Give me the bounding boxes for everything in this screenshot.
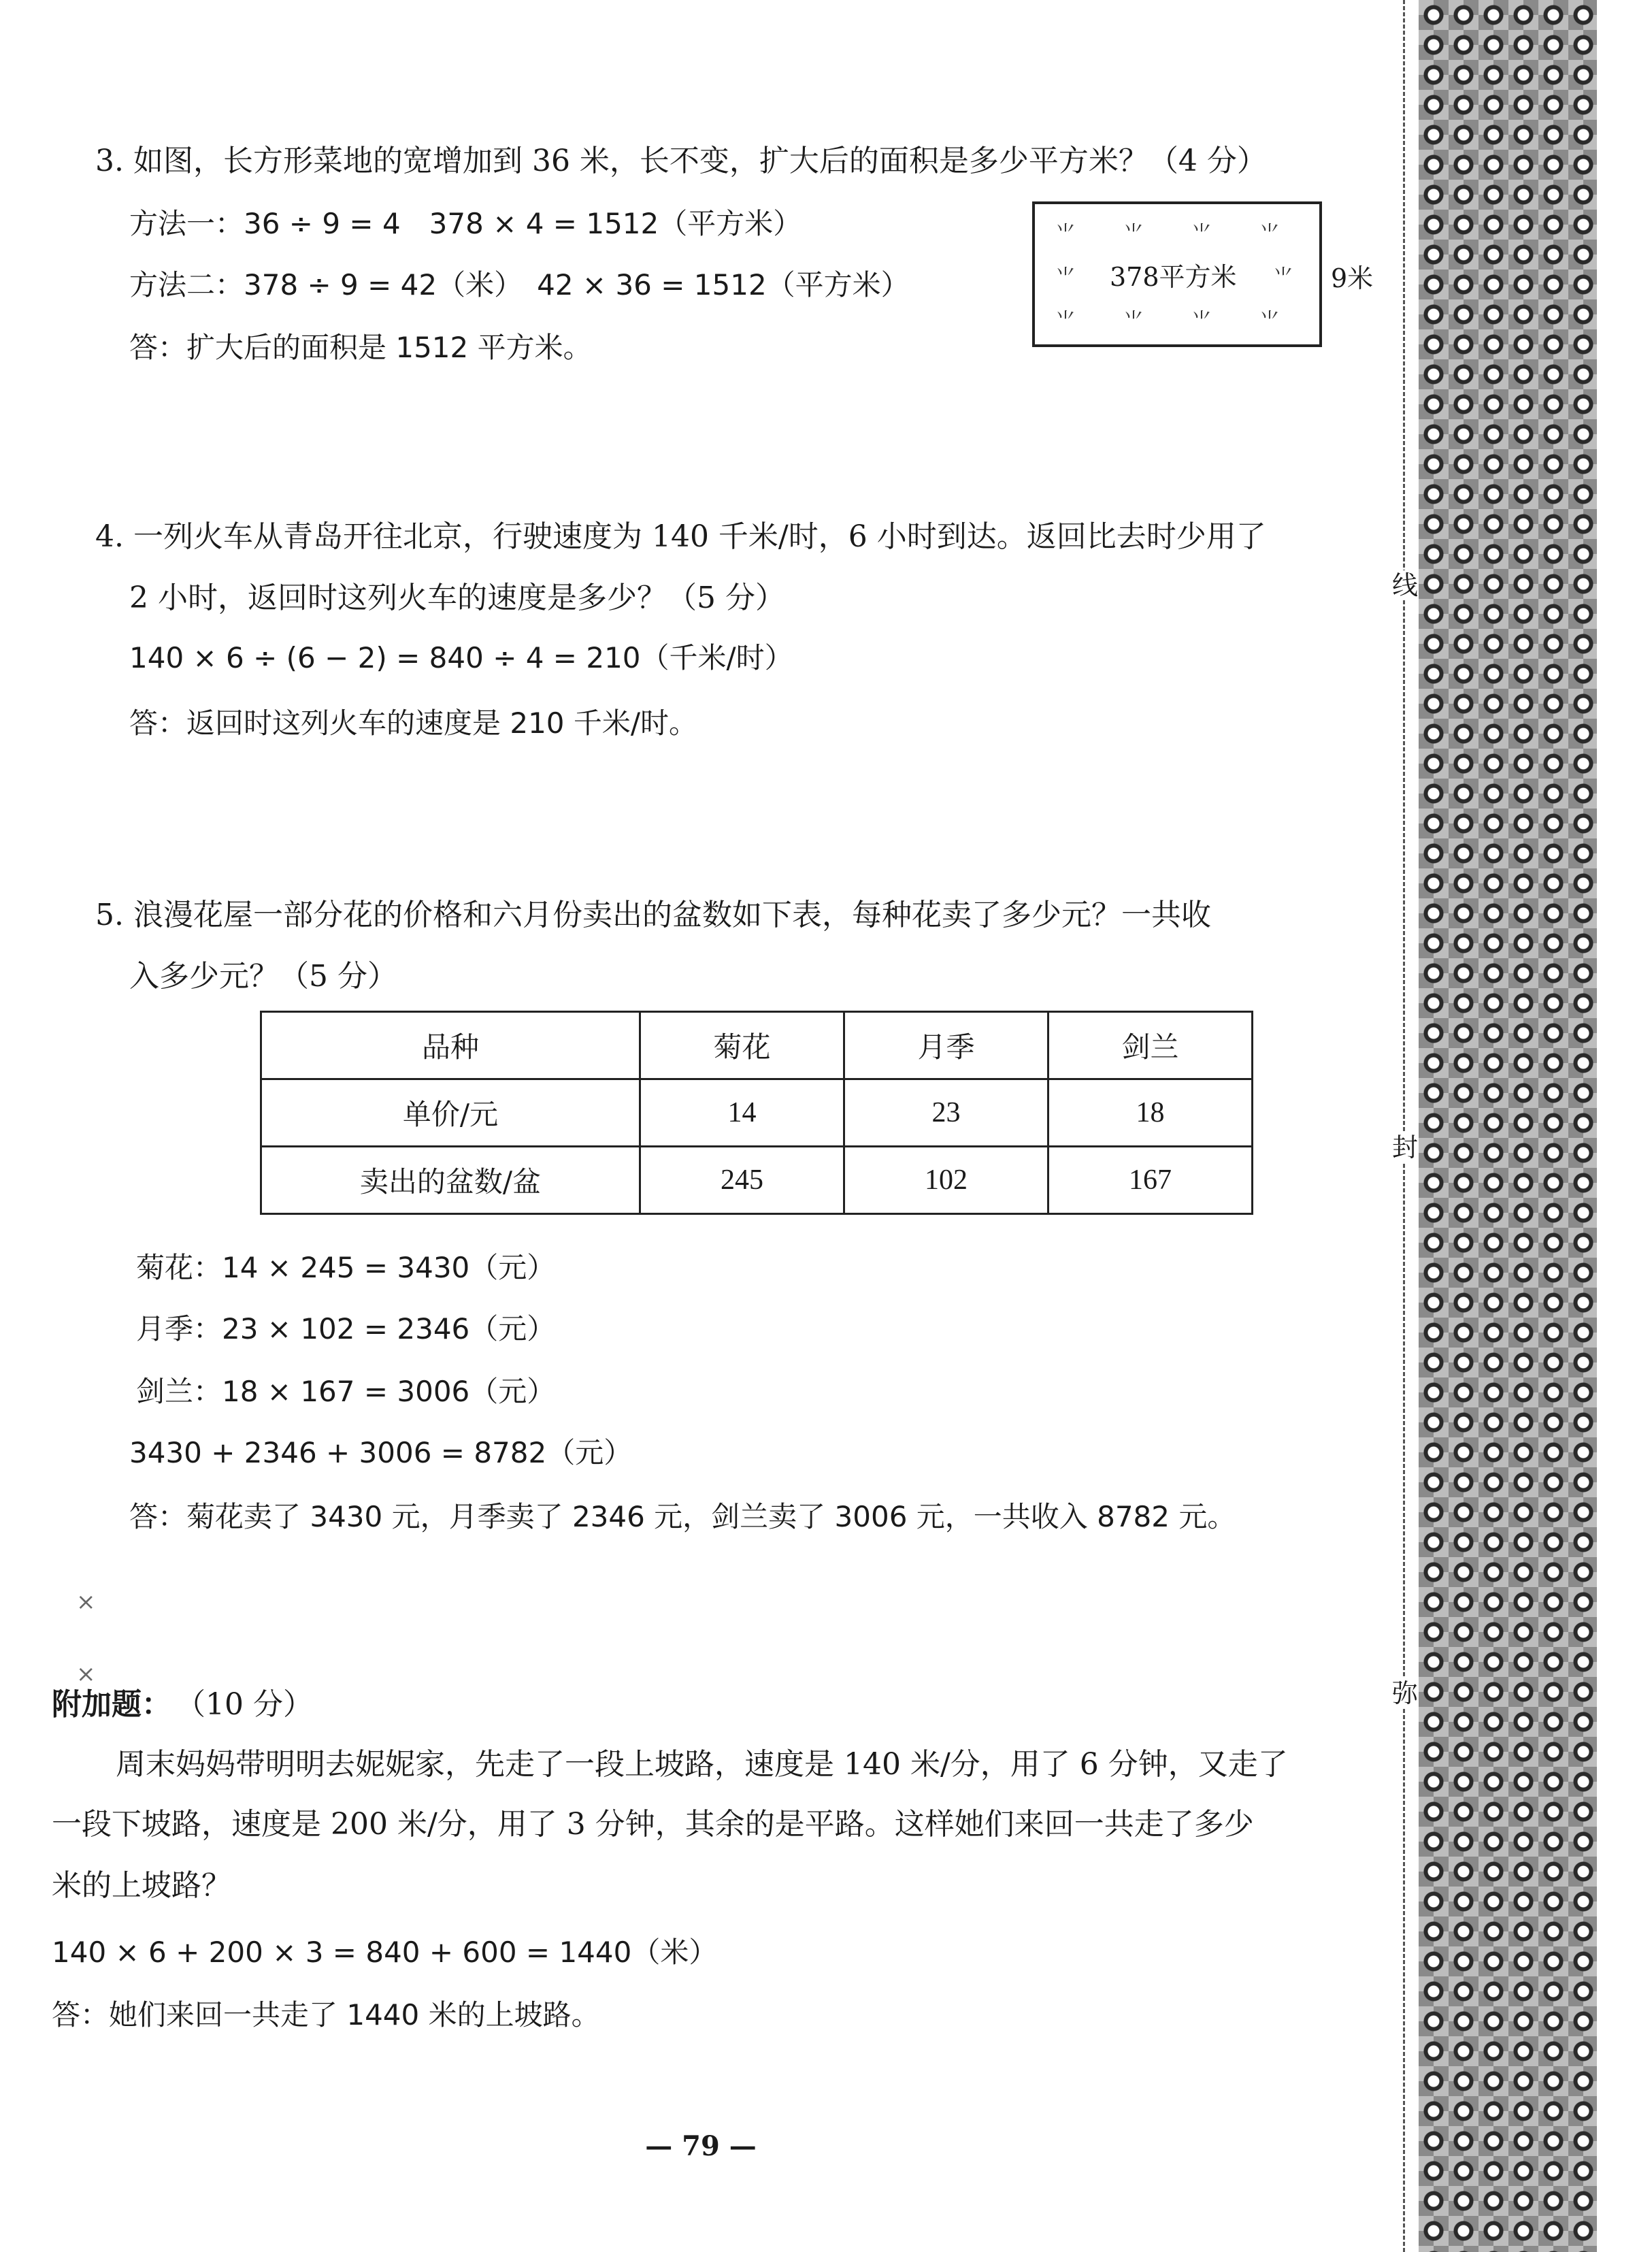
- table-header-row: [261, 1012, 1253, 1079]
- field-area-label: 378平方米: [1110, 262, 1237, 292]
- q5-work-line: 3430 + 2346 + 3006 = 8782（元）: [129, 1436, 633, 1469]
- grass-icon: ⺌: [1191, 309, 1212, 333]
- table-header-cell: 月季: [844, 1012, 1048, 1079]
- table-row: [261, 1079, 1253, 1147]
- table-cell: 23: [844, 1079, 1048, 1147]
- table-row: [261, 1147, 1253, 1214]
- q5-work-line: 菊花：14 × 245 = 3430（元）: [136, 1251, 556, 1284]
- grass-icon: ⺌: [1055, 309, 1076, 333]
- binding-label-line: 线: [1392, 570, 1419, 600]
- q4-question-line-1: 4. 一列火车从青岛开往北京，行驶速度为 140 千米/时，6 小时到达。返回比去时少用了: [95, 519, 1266, 554]
- binding-label-seal-2: 弥: [1392, 1678, 1419, 1708]
- grass-icon: ⺌: [1259, 309, 1280, 333]
- bonus-question-line-1: 周末妈妈带明明去妮妮家，先走了一段上坡路，速度是 140 米/分，用了 6 分钟，又走了: [116, 1747, 1288, 1782]
- table-cell: 14: [640, 1079, 844, 1147]
- bonus-answer: 答：她们来回一共走了 1440 米的上坡路。: [52, 1998, 600, 2031]
- grass-icon: ⺌: [1123, 309, 1144, 333]
- flower-sales-table: [260, 1011, 1253, 1215]
- decorative-pattern-strip: [1419, 0, 1597, 2252]
- grass-icon: ⺌: [1055, 265, 1076, 289]
- stray-mark: ×: [76, 1661, 96, 1688]
- grass-icon: ⺌: [1273, 265, 1293, 289]
- grass-icon: ⺌: [1055, 222, 1076, 246]
- bonus-points: （10 分）: [176, 1687, 313, 1722]
- q4-question-line-2: 2 小时，返回时这列火车的速度是多少？（5 分）: [129, 581, 785, 615]
- q4-work: 140 × 6 ÷ (6 − 2) = 840 ÷ 4 = 210（千米/时）: [129, 641, 793, 674]
- q3-method-1: 方法一：36 ÷ 9 = 4 378 × 4 = 1512（平方米）: [129, 207, 802, 240]
- q3-answer: 答：扩大后的面积是 1512 平方米。: [129, 331, 592, 364]
- q5-work-line: 剑兰：18 × 167 = 3006（元）: [136, 1375, 556, 1408]
- stray-mark: ×: [76, 1588, 96, 1616]
- grass-icon: ⺌: [1259, 222, 1280, 246]
- page-number: — 79 —: [645, 2130, 757, 2162]
- table-cell: 245: [640, 1147, 844, 1214]
- q5-answer: 答：菊花卖了 3430 元，月季卖了 2346 元，剑兰卖了 3006 元，一共收入 8782 元。: [129, 1500, 1236, 1533]
- grass-icon: ⺌: [1123, 222, 1144, 246]
- table-header-cell: 品种: [261, 1012, 640, 1079]
- binding-dashed-line: [1403, 0, 1405, 2252]
- q5-work-line: 月季：23 × 102 = 2346（元）: [136, 1312, 556, 1345]
- table-cell: 卖出的盆数/盆: [261, 1147, 640, 1214]
- bonus-work: 140 × 6 + 200 × 3 = 840 + 600 = 1440（米）: [52, 1936, 718, 1969]
- q5-question-line-1: 5. 浪漫花屋一部分花的价格和六月份卖出的盆数如下表，每种花卖了多少元？一共收: [95, 898, 1211, 932]
- table-cell: 167: [1048, 1147, 1253, 1214]
- table-header-cell: 菊花: [640, 1012, 844, 1079]
- q5-question-line-2: 入多少元？（5 分）: [129, 959, 397, 994]
- q4-answer: 答：返回时这列火车的速度是 210 千米/时。: [129, 706, 698, 740]
- table-cell: 单价/元: [261, 1079, 640, 1147]
- bonus-question-line-3: 米的上坡路？: [52, 1868, 231, 1903]
- q3-question: 3. 如图，长方形菜地的宽增加到 36 米，长不变，扩大后的面积是多少平方米？（4 分）: [95, 144, 1267, 178]
- table-header-cell: 剑兰: [1048, 1012, 1253, 1079]
- binding-label-seal: 封: [1392, 1132, 1419, 1162]
- table-cell: 102: [844, 1147, 1048, 1214]
- q3-method-2: 方法二：378 ÷ 9 = 42（米） 42 × 36 = 1512（平方米）: [129, 268, 910, 301]
- field-width-label: 9米: [1331, 263, 1374, 293]
- vegetable-field-figure: [1032, 201, 1322, 347]
- bonus-title: 附加题：: [52, 1687, 171, 1722]
- bonus-question-line-2: 一段下坡路，速度是 200 米/分，用了 3 分钟，其余的是平路。这样她们来回一共走了多少: [52, 1807, 1254, 1842]
- grass-icon: ⺌: [1191, 222, 1212, 246]
- table-cell: 18: [1048, 1079, 1253, 1147]
